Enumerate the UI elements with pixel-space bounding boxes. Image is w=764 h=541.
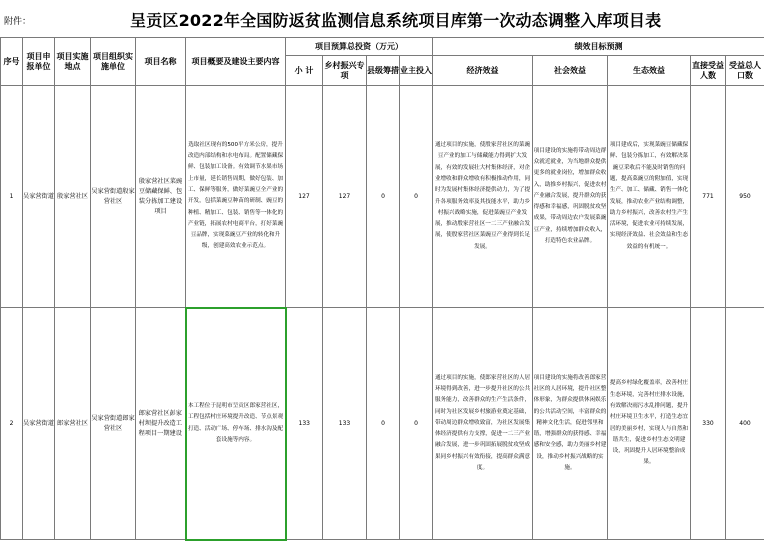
header-seq: 序号 — [1, 38, 23, 86]
cell-econ[interactable]: 通过项目的实施，使殷家营社区的菜豌豆产业的加工与储藏能力得到扩大发展，有效的发展壮大村集体经济，对企业增收和群众增收有积极推动作用，同时为发展村集体经济提供动力，为了提升各项服务效率及其技能水平，助力乡村振兴战略实施，促进菜豌豆产业发展，推动殷家营社区一二三产业融合发展，使殷家营社区菜豌豆产业得到长足发展。 — [433, 86, 533, 308]
cell-seq[interactable]: 1 — [1, 86, 23, 308]
cell-fund-owner[interactable]: 0 — [400, 308, 433, 540]
header-econ: 经济效益 — [433, 56, 533, 86]
cell-summary[interactable]: 选取社区现有的500平方米公房，提升改造内部结构和水电布局。配置储藏保鲜、包装加工设备。有效调节水果市场上市量，延长销售周期，做好包装、加工、保鲜等服务，做好菜豌豆全产业的开发，包括菜豌豆种苗的研制、豌豆的种植、精加工、包装、销售等一体化的产业链，拓展农村电商平台，打好菜豌豆品牌，实现菜豌豆产业的转化和升级，创建高效农业示范点。 — [186, 86, 286, 308]
header-budget-group: 项目预算总投资（万元） — [286, 38, 433, 56]
cell-project-name[interactable]: 殷家营社区菜豌豆储藏保鲜、包装分拣加工建设项目 — [136, 86, 186, 308]
header-location: 项目实施地点 — [55, 38, 91, 86]
cell-pop[interactable]: 950 — [726, 86, 764, 308]
header-fund-owner: 业主投入 — [400, 56, 433, 86]
cell-social[interactable]: 项目建设的实施将改善郎家营社区的人居环境，提升社区整体形象，为群众提供休闲娱乐的公共活动空间，丰富群众的精神文化生活，促进邻里和谐，增强群众的获得感、幸福感和安全感，助力美丽乡村建设，推动乡村振兴战略的实施。 — [533, 308, 608, 540]
cell-project-name[interactable]: 郎家营社区彭家村坝提升改造工程项目一期建设 — [136, 308, 186, 540]
header-social: 社会效益 — [533, 56, 608, 86]
header-direct: 直接受益人数 — [691, 56, 726, 86]
cell-org[interactable]: 吴家营街道郎家营社区 — [91, 308, 136, 540]
cell-fund-rural[interactable]: 127 — [323, 86, 367, 308]
cell-fund-county[interactable]: 0 — [367, 86, 400, 308]
project-table — [0, 37, 764, 541]
header-subtotal: 小 计 — [286, 56, 323, 86]
cell-location[interactable]: 殷家营社区 — [55, 86, 91, 308]
header-applicant: 项目申报单位 — [23, 38, 55, 86]
cell-social[interactable]: 项目建设的实施将带动周边群众就近就业，为当地群众提供更多的就业岗位，增加群众收入，助推乡村振兴，促进农村产业融合发展，提升群众的获得感和幸福感，巩固脱贫攻坚成果，带动周边农户发展菜豌豆产业，持续增加群众收入，打造特色农业品牌。 — [533, 86, 608, 308]
cell-applicant[interactable]: 吴家营街道 — [23, 308, 55, 540]
header-fund-county: 县级筹措 — [367, 56, 400, 86]
cell-fund-owner[interactable]: 0 — [400, 86, 433, 308]
header-row-1 — [1, 38, 764, 56]
header-pop: 受益总人口数 — [726, 56, 764, 86]
cell-seq[interactable]: 2 — [1, 308, 23, 540]
cell-summary-selected[interactable]: 本工程位于昆明市呈贡区郎家营社区，工程包括村庄环境提升改造、节点景观打造、活动广场、停车场、排水沟及配套设施等内容。 — [186, 308, 286, 540]
table-row — [1, 86, 764, 308]
cell-direct[interactable]: 330 — [691, 308, 726, 540]
cell-fund-county[interactable]: 0 — [367, 308, 400, 540]
header-org: 项目组织实施单位 — [91, 38, 136, 86]
header-fund-rural: 乡村振兴专项 — [323, 56, 367, 86]
cell-fund-rural[interactable]: 133 — [323, 308, 367, 540]
cell-org[interactable]: 吴家营街道殷家营社区 — [91, 86, 136, 308]
cell-econ[interactable]: 通过项目的实施，使郎家营社区的人居环境得到改善，进一步提升社区的公共服务能力，改善群众的生产生活条件，同时为社区发展乡村旅游业奠定基础，带动周边群众增收致富，为社区发展集体经济提供有力支撑，促进一二三产业融合发展，进一步巩固拓展脱贫攻坚成果同乡村振兴有效衔接，提高群众满意度。 — [433, 308, 533, 540]
table-row — [1, 308, 764, 540]
header-target-group: 绩效目标预测 — [433, 38, 764, 56]
header-summary: 项目概要及建设主要内容 — [186, 38, 286, 86]
document-title: 呈贡区2022年全国防返贫监测信息系统项目库第一次动态调整入库项目表 — [130, 8, 764, 31]
cell-location[interactable]: 郎家营社区 — [55, 308, 91, 540]
cell-direct[interactable]: 771 — [691, 86, 726, 308]
header-name: 项目名称 — [136, 38, 186, 86]
cell-applicant[interactable]: 吴家营街道 — [23, 86, 55, 308]
cell-subtotal[interactable]: 133 — [286, 308, 323, 540]
header-eco: 生态效益 — [608, 56, 691, 86]
cell-eco[interactable]: 提高乡村绿化覆盖率，改善村庄生态环境，完善村庄排水设施，有效解决雨污水乱排问题，提升村庄环境卫生水平，打造生态宜居的美丽乡村，实现人与自然和谐共生，促进乡村生态文明建设，巩固提升人居环境整治成果。 — [608, 308, 691, 540]
cell-subtotal[interactable]: 127 — [286, 86, 323, 308]
cell-pop[interactable]: 400 — [726, 308, 764, 540]
attachment-label: 附件： — [4, 14, 31, 27]
cell-eco[interactable]: 项目建成后，实现菜豌豆储藏保鲜、包装分拣加工，有效解决菜豌豆采收后不能及时销售的问题，提高菜豌豆的附加值，实现生产、加工、储藏、销售一体化发展，推动农业产业结构调整，助力乡村振兴，改善农村生产生活环境，促进农业可持续发展，实现经济效益、社会效益和生态效益的有机统一。 — [608, 86, 691, 308]
